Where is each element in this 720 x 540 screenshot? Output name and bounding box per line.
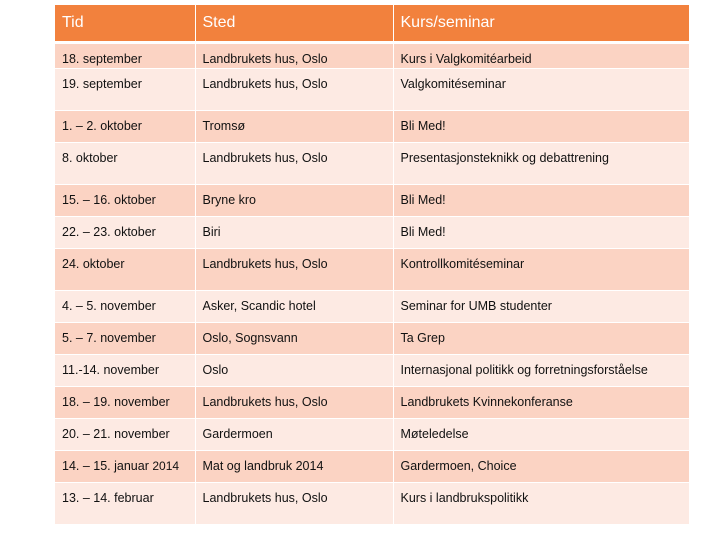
cell-kurs: Seminar for UMB studenter [393,291,689,323]
cell-tid-main: 14. – 15. januar [62,459,149,473]
cell-sted: Landbrukets hus, Oslo [195,69,393,111]
cell-kurs: Landbrukets Kvinnekonferanse [393,387,689,419]
cell-kurs: Kontrollkomitéseminar [393,249,689,291]
table-row [55,483,689,525]
cell-tid-year: 2014 [152,459,180,473]
schedule-table [55,5,689,525]
cell-sted: Bryne kro [195,185,393,217]
header-kurs: Kurs/seminar [393,5,689,43]
cell-sted: Oslo, Sognsvann [195,323,393,355]
table-row [55,323,689,355]
cell-sted: Landbrukets hus, Oslo [195,43,393,69]
table-row [55,143,689,185]
cell-tid: 18. september [55,43,195,69]
cell-tid: 15. – 16. oktober [55,185,195,217]
table-row [55,249,689,291]
cell-kurs: Gardermoen, Choice [393,451,689,483]
cell-tid: 20. – 21. november [55,419,195,451]
table-row [55,217,689,249]
table-row [55,291,689,323]
cell-tid: 4. – 5. november [55,291,195,323]
cell-kurs: Ta Grep [393,323,689,355]
cell-tid: 11.-14. november [55,355,195,387]
cell-tid: 1. – 2. oktober [55,111,195,143]
cell-sted: Landbrukets hus, Oslo [195,249,393,291]
cell-tid: 19. september [55,69,195,111]
cell-tid: 5. – 7. november [55,323,195,355]
cell-sted: Gardermoen [195,419,393,451]
cell-sted: Landbrukets hus, Oslo [195,483,393,525]
cell-tid: 22. – 23. oktober [55,217,195,249]
cell-tid: 18. – 19. november [55,387,195,419]
table-row [55,419,689,451]
cell-tid [55,451,195,483]
cell-kurs: Internasjonal politikk og forretningsforståelse [393,355,689,387]
cell-kurs: Bli Med! [393,111,689,143]
cell-tid: 8. oktober [55,143,195,185]
cell-sted: Mat og landbruk 2014 [195,451,393,483]
header-tid: Tid [55,5,195,43]
cell-kurs: Bli Med! [393,217,689,249]
cell-sted: Tromsø [195,111,393,143]
cell-sted: Oslo [195,355,393,387]
cell-kurs: Møteledelse [393,419,689,451]
cell-kurs: Kurs i landbrukspolitikk [393,483,689,525]
table-row [55,387,689,419]
table-row [55,185,689,217]
cell-sted: Landbrukets hus, Oslo [195,387,393,419]
cell-tid: 13. – 14. februar [55,483,195,525]
header-row [55,5,689,43]
cell-kurs: Kurs i Valgkomitéarbeid [393,43,689,69]
cell-kurs: Presentasjonsteknikk og debattrening [393,143,689,185]
table-row [55,111,689,143]
table-row [55,355,689,387]
table-row [55,43,689,69]
cell-kurs: Bli Med! [393,185,689,217]
header-sted: Sted [195,5,393,43]
cell-sted: Asker, Scandic hotel [195,291,393,323]
table-row [55,451,689,483]
cell-sted: Biri [195,217,393,249]
cell-sted: Landbrukets hus, Oslo [195,143,393,185]
cell-kurs: Valgkomitéseminar [393,69,689,111]
table-row [55,69,689,111]
cell-tid: 24. oktober [55,249,195,291]
